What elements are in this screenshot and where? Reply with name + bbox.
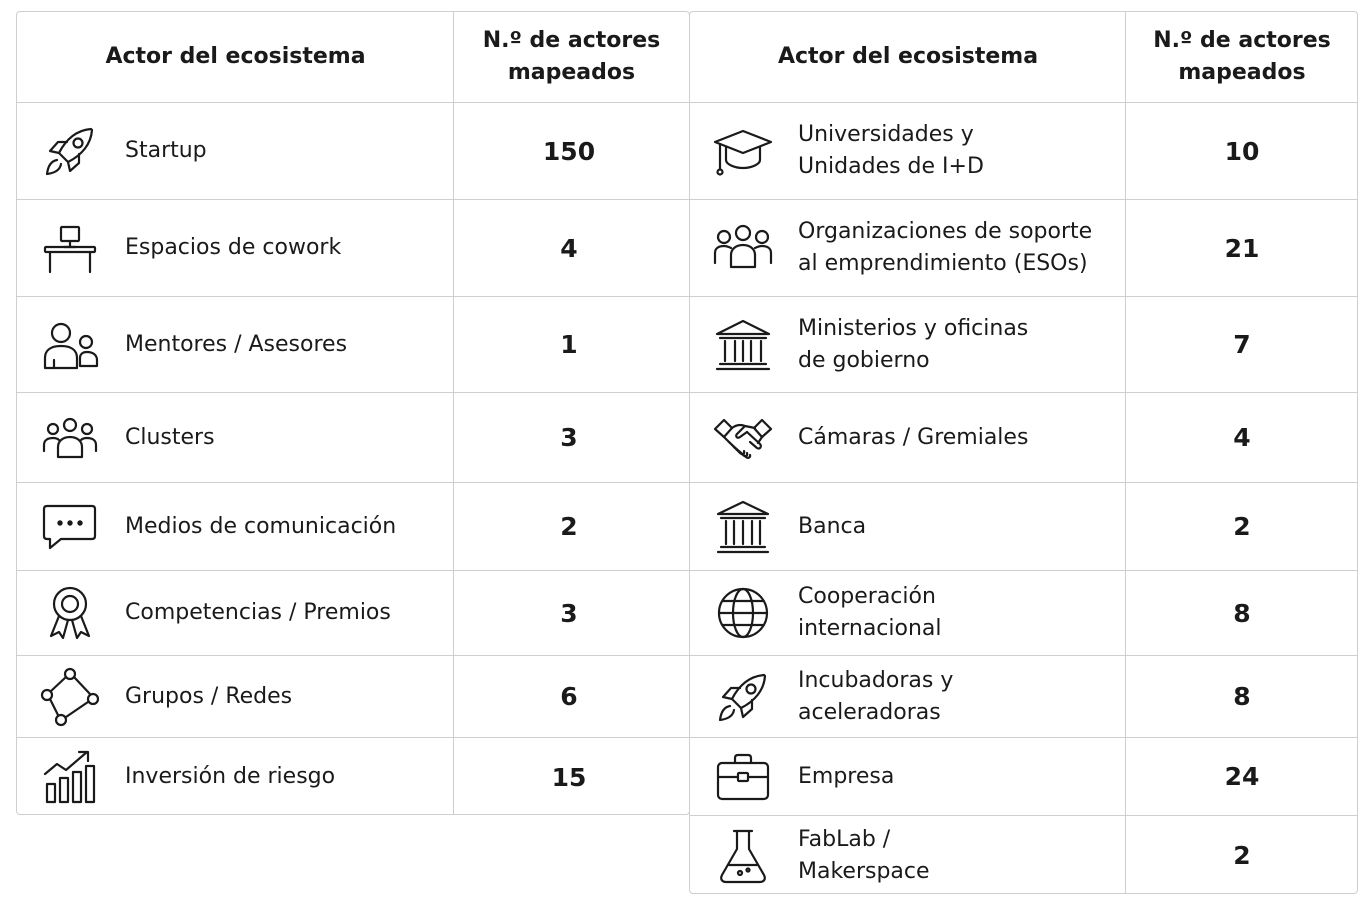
table-row bbox=[17, 393, 689, 483]
row-label: Cámaras / Gremiales bbox=[798, 424, 1029, 450]
row-label: Grupos / Redes bbox=[125, 683, 293, 709]
award-ribbon-icon bbox=[39, 582, 101, 644]
header-count: N.º de actores mapeados bbox=[1153, 28, 1331, 85]
table-row bbox=[17, 483, 689, 571]
table-row bbox=[690, 393, 1357, 483]
row-label: Mentores / Asesores bbox=[125, 331, 348, 357]
graduation-cap-icon bbox=[712, 120, 774, 182]
row-label: Organizaciones de soporte al emprendimiento (ESOs) bbox=[798, 219, 1093, 276]
row-label: Competencias / Premios bbox=[125, 600, 391, 625]
handshake-icon bbox=[712, 407, 774, 469]
row-label: Cooperación internacional bbox=[798, 584, 942, 641]
header-actor: Actor del ecosistema bbox=[105, 44, 366, 69]
table-row bbox=[17, 297, 689, 393]
row-value: 4 bbox=[560, 233, 578, 263]
row-value: 21 bbox=[1224, 233, 1260, 263]
table-row bbox=[690, 738, 1357, 816]
table-row bbox=[690, 816, 1357, 894]
chat-bubble-icon bbox=[39, 496, 101, 558]
row-label: Banca bbox=[798, 513, 867, 539]
growth-chart-icon bbox=[39, 746, 101, 808]
table-header bbox=[17, 12, 689, 103]
row-value: 4 bbox=[1233, 423, 1251, 452]
row-value: 1 bbox=[560, 330, 578, 359]
row-label: Universidades y Unidades de I+D bbox=[798, 122, 984, 179]
row-value: 7 bbox=[1233, 330, 1251, 359]
table-row bbox=[690, 297, 1357, 393]
row-label: Incubadoras y aceleradoras bbox=[798, 667, 954, 725]
table-row bbox=[17, 103, 689, 200]
rocket-icon bbox=[39, 120, 101, 182]
row-value: 2 bbox=[1233, 841, 1251, 870]
desk-icon bbox=[39, 217, 101, 279]
row-label: Ministerios y oficinas de gobierno bbox=[798, 315, 1029, 373]
table-row bbox=[690, 483, 1357, 571]
table-row bbox=[17, 738, 689, 815]
bank-icon bbox=[712, 496, 774, 558]
row-value: 6 bbox=[560, 682, 578, 711]
flask-icon bbox=[712, 825, 774, 887]
group-icon bbox=[39, 407, 101, 469]
globe-icon bbox=[712, 582, 774, 644]
table-header bbox=[690, 12, 1357, 103]
table-row bbox=[17, 656, 689, 738]
table-row bbox=[690, 571, 1357, 656]
table-row bbox=[690, 656, 1357, 738]
row-value: 10 bbox=[1224, 136, 1260, 166]
row-value: 8 bbox=[1233, 682, 1251, 711]
header-count: N.º de actores mapeados bbox=[482, 28, 661, 85]
table-row bbox=[690, 200, 1357, 297]
row-value: 3 bbox=[560, 598, 578, 628]
government-building-icon bbox=[712, 314, 774, 376]
table-row bbox=[690, 103, 1357, 200]
row-value: 3 bbox=[560, 423, 578, 452]
network-nodes-icon bbox=[39, 666, 101, 728]
row-value: 8 bbox=[1233, 598, 1251, 628]
table-row bbox=[17, 200, 689, 297]
mentor-people-icon bbox=[39, 314, 101, 376]
people-group-icon bbox=[712, 217, 774, 279]
ecosystem-table-right bbox=[689, 11, 1358, 894]
row-value: 15 bbox=[551, 762, 587, 792]
table-row bbox=[17, 571, 689, 656]
row-label: Inversión de riesgo bbox=[125, 764, 336, 789]
row-value: 150 bbox=[542, 136, 596, 166]
row-label: FabLab / Makerspace bbox=[798, 826, 930, 884]
row-label: Espacios de cowork bbox=[125, 235, 342, 260]
row-value: 2 bbox=[1233, 512, 1251, 541]
row-value: 24 bbox=[1224, 762, 1260, 791]
row-label: Medios de comunicación bbox=[125, 513, 397, 539]
header-actor: Actor del ecosistema bbox=[777, 44, 1039, 69]
rocket-icon bbox=[712, 666, 774, 728]
row-label: Startup bbox=[125, 138, 207, 163]
row-label: Empresa bbox=[798, 763, 895, 789]
briefcase-icon bbox=[712, 746, 774, 808]
row-label: Clusters bbox=[125, 424, 215, 450]
row-value: 2 bbox=[560, 512, 578, 541]
ecosystem-table-left bbox=[16, 11, 690, 815]
